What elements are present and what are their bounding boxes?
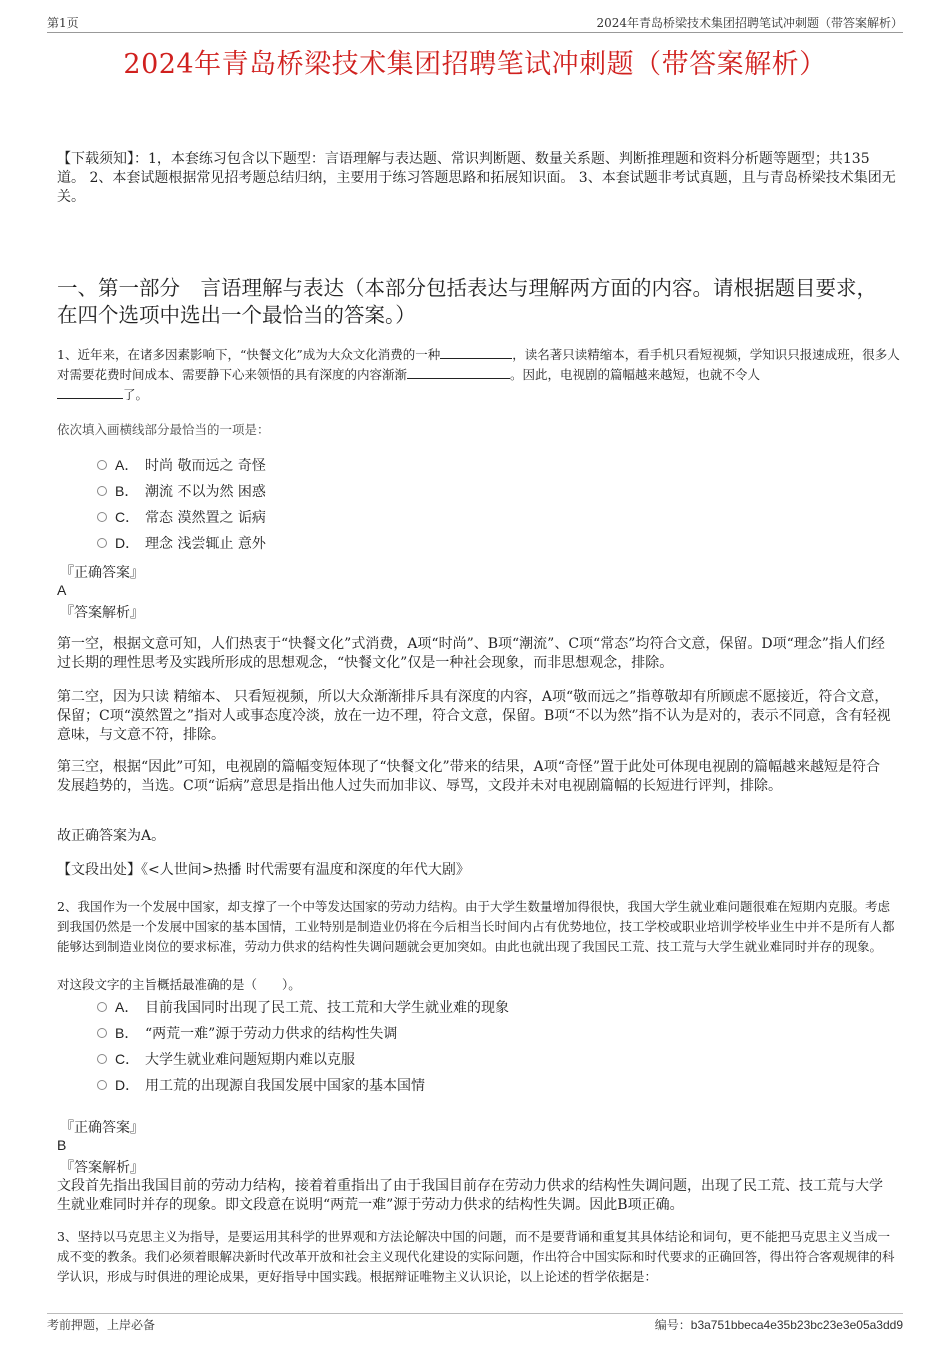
fill-blank-3 — [57, 385, 123, 399]
radio-icon[interactable] — [97, 460, 107, 470]
q1-explanation-2: 第二空，因为只读 精缩本、 只看短视频，所以大众渐渐排斥具有深度的内容，A项“敬而远之”指尊敬却有所顾虑不愿接近，符合文意，保留；C项“漠然置之”指对人或事态度冷淡，放在一边不理，符合文意，保留。B项“不以为然”指不认为是对的，表示不同意，含有轻视意味，与文意不符，排除。 — [57, 689, 891, 743]
q1-option-b[interactable]: B． 潮流 不以为然 困惑 — [97, 481, 266, 501]
q2-prompt: 对这段文字的主旨概括最准确的是（ ）。 — [57, 977, 301, 992]
q2-answer: B — [57, 1137, 67, 1153]
q1-stem-part2: ，读名著只读精缩本，看手机只看短视频，学知识只报速成班，很多人对需要花费时间成本、需要静下心来领悟的具有深度的内容渐渐 — [57, 347, 900, 382]
footer-code: 编号：b3a751bbeca4e35b23bc23e3e05a3dd9 — [654, 1318, 903, 1332]
q1-option-c[interactable]: C． 常态 漠然置之 诟病 — [97, 507, 266, 527]
q2-option-a[interactable]: A． 目前我国同时出现了民工荒、技工荒和大学生就业难的现象 — [97, 997, 509, 1017]
fill-blank-1 — [440, 345, 512, 359]
radio-icon[interactable] — [97, 1054, 107, 1064]
q1-option-d[interactable]: D． 理念 浅尝辄止 意外 — [97, 533, 266, 553]
q2-option-b[interactable]: B． “两荒一难”源于劳动力供求的结构性失调 — [97, 1023, 397, 1043]
q1-stem-part4: 了。 — [123, 387, 149, 402]
header-doc-title: 2024年青岛桥梁技术集团招聘笔试冲刺题（带答案解析） — [596, 16, 903, 30]
footer-slogan: 考前押题，上岸必备 — [47, 1318, 156, 1332]
page-header — [47, 14, 903, 33]
q2-stem: 2、我国作为一个发展中国家，却支撑了一个中等发达国家的劳动力结构。由于大学生数量增加得很快，我国大学生就业难问题很难在短期内克服。考虑到我国仍然是一个发展中国家的基本国情，工业特别是制造业仍将在今后相当长时间内占有优势地位，技工学校或职业培训学校毕业生中并不是所有人都能够达到制造业岗位的要求标准，劳动力供求的结构性失调问题就会更加突如。由此也就出现了我国民工荒、技工荒与大学生就业难同时并存的现象。 — [57, 899, 895, 954]
q2-explanation: 文段首先指出我国目前的劳动力结构，接着着重指出了由于我国目前存在劳动力供求的结构性失调问题，出现了民工荒、技工荒与大学生就业难同时并存的现象。即文段意在说明“两荒一难”源于劳动力供求的结构性失调。因此B项正确。 — [57, 1178, 883, 1213]
q1-stem-part3: 。因此，电视剧的篇幅越来越短，也就不令人 — [510, 367, 761, 382]
section-heading: 一、第一部分 言语理解与表达（本部分包括表达与理解两方面的内容。请根据题目要求，在四个选项中选出一个最恰当的答案。） — [57, 276, 877, 327]
radio-icon[interactable] — [97, 1002, 107, 1012]
q1-prompt: 依次填入画横线部分最恰当的一项是： — [57, 422, 270, 437]
q1-source: 【文段出处】《<人世间>热播 时代需要有温度和深度的年代大剧》 — [57, 862, 470, 878]
q1-explanation-1: 第一空，根据文意可知，人们热衷于“快餐文化”式消费，A项“时尚”、B项“潮流”、C项“常态”均符合文意，保留。D项“理念”指人们经过长期的理性思考及实践所形成的思想观念，“快餐文化”仅是一种社会现象，而非思想观念，排除。 — [57, 636, 885, 671]
q2-analysis-label: 『答案解析』 — [60, 1160, 144, 1176]
q2-option-c[interactable]: C． 大学生就业难问题短期内难以克服 — [97, 1049, 355, 1069]
q1-stem — [57, 345, 902, 405]
page-number: 第1页 — [47, 16, 79, 30]
fill-blank-2 — [407, 365, 510, 379]
radio-icon[interactable] — [97, 486, 107, 496]
q1-answer: A — [57, 582, 67, 598]
q1-explanation-3: 第三空，根据“因此”可知，电视剧的篇幅变短体现了“快餐文化”带来的结果，A项“奇怪”置于此处可体现电视剧的篇幅越来越短是符合发展趋势的，当选。C项“诟病”意思是指出他人过失而加非议、辱骂，文段并未对电视剧篇幅的长短进行评判，排除。 — [57, 759, 881, 794]
q1-option-a[interactable]: A． 时尚 敬而远之 奇怪 — [97, 455, 266, 475]
q1-answer-label: 『正确答案』 — [60, 565, 144, 581]
radio-icon[interactable] — [97, 1028, 107, 1038]
q1-stem-part1: 1、近年来，在诸多因素影响下，“快餐文化”成为大众文化消费的一种 — [57, 347, 441, 362]
document-title: 2024年青岛桥梁技术集团招聘笔试冲刺题（带答案解析） — [123, 49, 827, 80]
radio-icon[interactable] — [97, 1080, 107, 1090]
q2-answer-label: 『正确答案』 — [60, 1120, 144, 1136]
q3-stem: 3、坚持以马克思主义为指导，是要运用其科学的世界观和方法论解决中国的问题，而不是要背诵和重复其具体结论和词句，更不能把马克思主义当成一成不变的教条。我们必须着眼解决新时代改革开放和社会主义现代化建设的实际问题，作出符合中国实际和时代要求的正确回答，得出符合客观规律的科学认识，形成与时俱进的理论成果，更好指导中国实践。根据辩证唯物主义认识论，以上论述的哲学依据是： — [57, 1229, 895, 1284]
q1-analysis-label: 『答案解析』 — [60, 605, 144, 621]
radio-icon[interactable] — [97, 512, 107, 522]
download-notice: 【下载须知】：1，本套练习包含以下题型：言语理解与表达题、常识判断题、数量关系题、判断推理题和资料分析题等题型；共135道。 2、本套试题根据常见招考题总结归纳，主要用于练习答题思路和拓展知识面。 3、本套试题非考试真题，且与青岛桥梁技术集团无关。 — [57, 151, 896, 205]
radio-icon[interactable] — [97, 538, 107, 548]
q1-conclusion: 故正确答案为A。 — [57, 828, 166, 844]
page-footer — [47, 1313, 903, 1333]
q2-option-d[interactable]: D． 用工荒的出现源自我国发展中国家的基本国情 — [97, 1075, 425, 1095]
